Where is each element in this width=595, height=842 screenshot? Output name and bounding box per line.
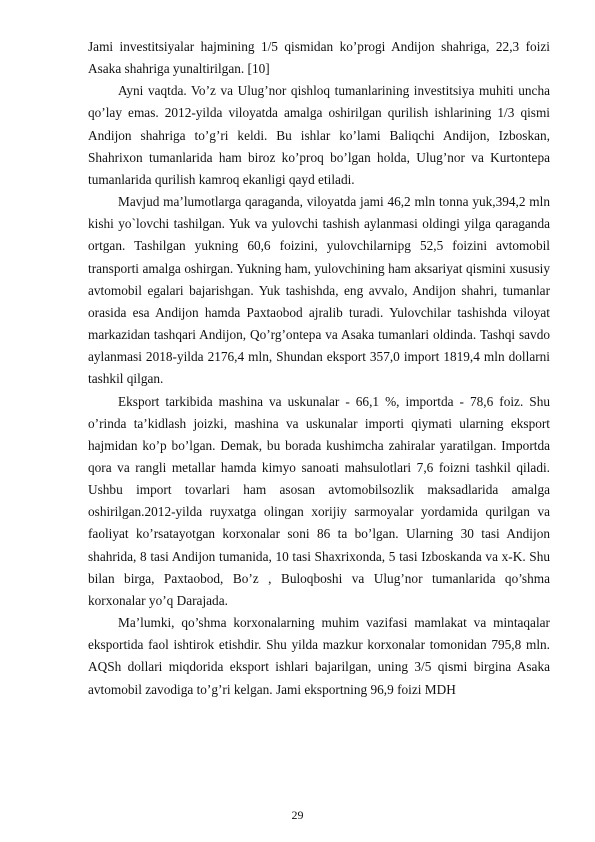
paragraph-1: Jami investitsiyalar hajmining 1/5 qismidan ko’progi Andijon shahriga, 22,3 foizi Asaka shahriga yunaltirilgan. [10] [88, 39, 550, 77]
paragraph-3: Mavjud ma’lumotlarga qaraganda, viloyatda jami 46,2 mln tonna yuk,394,2 mln kishi yo`lovchi tashilgan. Yuk va yulovchi tashish aylanmasi oldingi yilga qaraganda ortgan. Tashilgan yukning 60,6 foizini, yulovchilarnipg 52,5 foizini avtomobil transporti amalga oshirgan. Yukning ham, yulovchining ham aksariyat qismini xususiy avtomobil egalari bajarishgan. Yuk tashishda, eng avvalo, Andijon shahri, tumanlar orasida esa Andijon hamda Paxtaobod ajralib turadi. Yulovchilar tashishda viloyat markazidan tashqari Andijon, Qo’rg’ontepa va Asaka tumanlari oldinda. Tashqi savdo aylanmasi 2018-yilda 2176,4 mln, Shundan eksport 357,0 import 1819,4 mln dollarni tashkil qilgan. [88, 194, 550, 387]
paragraph-5: Ma’lumki, qo’shma korxonalarning muhim vazifasi mamlakat va mintaqalar eksportida faol ishtirok etishdir. Shu yilda mazkur korxonalar tomonidan 795,8 mln. AQSh dollari miqdorida eksport ishlari bajarilgan, uning 3/5 qismi birgina Asaka avtomobil zavodiga to’g’ri kelgan. Jami eksportning 96,9 foizi MDH [88, 615, 550, 697]
page-number: 29 [291, 808, 304, 822]
document-page [88, 36, 550, 701]
paragraph-4: Eksport tarkibida mashina va uskunalar - 66,1 %, importda - 78,6 foiz. Shu o’rinda ta’kidlash joizki, mashina va uskunalar importi qiymati ularning eksport hajmidan ko’p bo’lgan. Demak, bu borada kushimcha zahiralar yaratilgan. Importda qora va rangli metallar hamda kimyo sanoati mahsulotlari 7,6 foizni tashkil qiladi. Ushbu import tovarlari ham asosan avtomobilsozlik maksadlarida amalga oshirilgan.2012-yilda ruyxatga olingan xorijiy sarmoyalar yordamida qurilgan va faoliyat ko’rsatayotgan korxonalar soni 86 ta bo’lgan. Ularning 30 tasi Andijon shahrida, 8 tasi Andijon tumanida, 10 tasi Shaxrixonda, 5 tasi Izboskanda va x-K. Shu bilan birga, Paxtaobod, Bo’z , Buloqboshi va Ulug’nor tumanlarida qo’shma korxonalar yo’q Darajada. [88, 393, 550, 608]
paragraph-2: Ayni vaqtda. Vo’z va Ulug’nor qishloq tumanlarining investitsiya muhiti uncha qo’lay emas. 2012-yilda viloyatda amalga oshirilgan qurilish ishlarining 1/3 qismi Andijon shahriga to’g’ri keldi. Bu ishlar ko’lami Baliqchi Andijon, Izboskan, Shahrixon tumanlarida ham biroz ko’proq bo’lgan holda, Ulug’nor va Kurtontepa tumanlarida qurilish kamroq ekanligi qayd etiladi. [88, 83, 550, 187]
